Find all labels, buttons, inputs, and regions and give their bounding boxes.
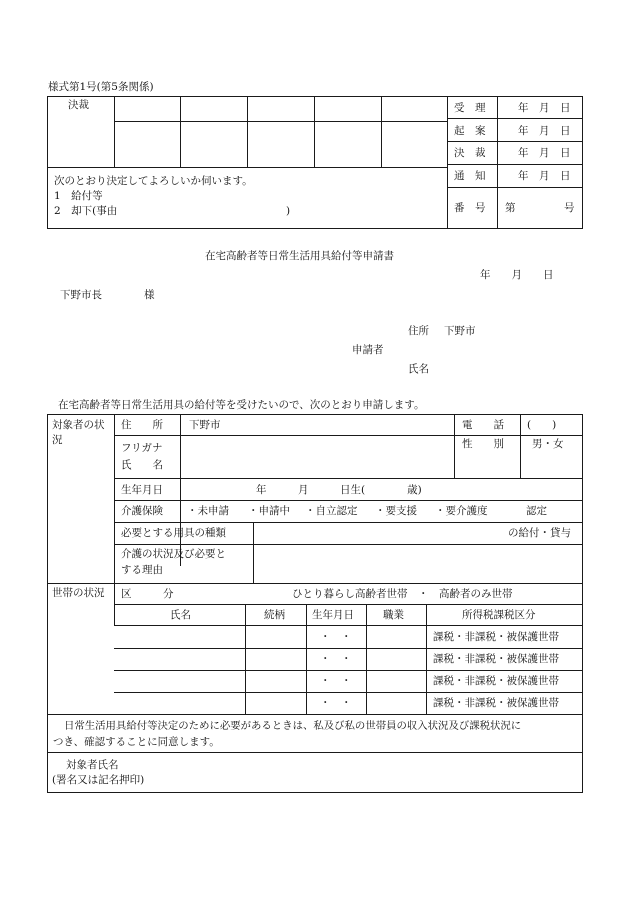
- number-prefix: 第: [505, 202, 516, 214]
- applicant-address-label: 住所: [408, 325, 429, 337]
- household-header-birth: 生年月日: [312, 609, 354, 621]
- subject-address-value[interactable]: 下野市: [189, 419, 221, 431]
- number-label: 番 号: [454, 202, 486, 214]
- household-row-birth[interactable]: ・ ・: [320, 653, 352, 665]
- subject-name-label: 氏 名: [121, 459, 163, 471]
- form-number-label: 様式第1号(第5条関係): [48, 81, 154, 93]
- option-reject-close: ): [286, 205, 291, 217]
- option-grant: 1 給付等: [54, 190, 103, 202]
- household-row-tax[interactable]: 課税・非課税・被保護世帯: [433, 631, 559, 643]
- household-header-tax: 所得税課税区分: [462, 609, 536, 621]
- care-option-support[interactable]: ・要支援: [375, 505, 417, 517]
- signature-label: 対象者氏名: [66, 759, 119, 771]
- equipment-value[interactable]: の給付・貸与: [508, 527, 571, 539]
- process-date-juri: 年 月 日: [518, 102, 571, 114]
- page-title: 在宅高齢者等日常生活用具給付等申請書: [205, 250, 394, 262]
- household-row-tax[interactable]: 課税・非課税・被保護世帯: [433, 697, 559, 709]
- household-category-label: 区 分: [121, 588, 174, 600]
- household-row-birth[interactable]: ・ ・: [320, 631, 352, 643]
- reason-label-line1: 介護の状況及び必要と: [121, 548, 226, 560]
- process-label-juri: 受 理: [454, 102, 486, 114]
- process-label-tsuchi: 通 知: [454, 170, 486, 182]
- care-option-certified: 認定: [526, 505, 547, 517]
- household-row-birth[interactable]: ・ ・: [320, 675, 352, 687]
- number-suffix: 号: [564, 202, 575, 214]
- gender-value[interactable]: 男・女: [532, 438, 564, 450]
- process-label-kian: 起 案: [454, 125, 486, 137]
- subject-phone-label: 電 話: [462, 419, 504, 431]
- birth-label: 生年月日: [121, 484, 163, 496]
- option-reject: 2 却下(事由: [54, 205, 118, 217]
- gender-label: 性 別: [462, 438, 504, 450]
- reason-label-line2: する理由: [121, 564, 163, 576]
- household-category-value[interactable]: ひとり暮らし高齢者世帯 ・ 高齢者のみ世帯: [292, 588, 513, 600]
- signature-note: (署名又は記名押印): [52, 774, 145, 786]
- subject-section-label: 対象者の状況: [52, 419, 105, 446]
- household-row-tax[interactable]: 課税・非課税・被保護世帯: [433, 675, 559, 687]
- household-row-birth[interactable]: ・ ・: [320, 697, 352, 709]
- care-option-applying[interactable]: ・申請中: [248, 505, 290, 517]
- care-insurance-label: 介護保険: [121, 505, 163, 517]
- inquiry-text: 次のとおり決定してよろしいか伺います。: [54, 175, 253, 187]
- consent-line1: 日常生活用具給付等決定のために必要があるときは、私及び私の世帯員の収入状況及び課税状況に: [64, 720, 522, 732]
- applicant-label: 申請者: [352, 344, 384, 356]
- household-header-name: 氏名: [170, 609, 191, 621]
- household-header-relation: 続柄: [264, 609, 285, 621]
- process-label-kessai: 決 裁: [454, 147, 486, 159]
- process-date-tsuchi: 年 月 日: [518, 170, 571, 182]
- household-row-tax[interactable]: 課税・非課税・被保護世帯: [433, 653, 559, 665]
- process-date-kessai: 年 月 日: [518, 147, 571, 159]
- date-line: 年 月 日: [480, 269, 554, 281]
- addressee: 下野市長 様: [60, 289, 155, 301]
- applicant-name-label: 氏名: [408, 363, 429, 375]
- consent-line2: つき、確認することに同意します。: [53, 736, 220, 748]
- applicant-address-value: 下野市: [444, 325, 476, 337]
- furigana-label: フリガナ: [121, 442, 163, 454]
- intro-text: 在宅高齢者等日常生活用具の給付等を受けたいので、次のとおり申請します。: [58, 399, 425, 411]
- care-option-unapplied[interactable]: ・未申請: [187, 505, 229, 517]
- birth-value[interactable]: 年 月 日生( 歳): [256, 484, 422, 496]
- equipment-label: 必要とする用具の種類: [121, 527, 226, 539]
- household-section-label: 世帯の状況: [52, 587, 105, 599]
- subject-phone-value[interactable]: ( ): [527, 419, 557, 431]
- process-date-kian: 年 月 日: [518, 125, 571, 137]
- care-option-independent[interactable]: ・自立認定: [305, 505, 358, 517]
- care-option-care-level[interactable]: ・要介護度: [435, 505, 488, 517]
- household-header-occupation: 職業: [383, 609, 404, 621]
- kessai-label: 決裁: [68, 99, 89, 111]
- subject-address-label: 住 所: [121, 419, 163, 431]
